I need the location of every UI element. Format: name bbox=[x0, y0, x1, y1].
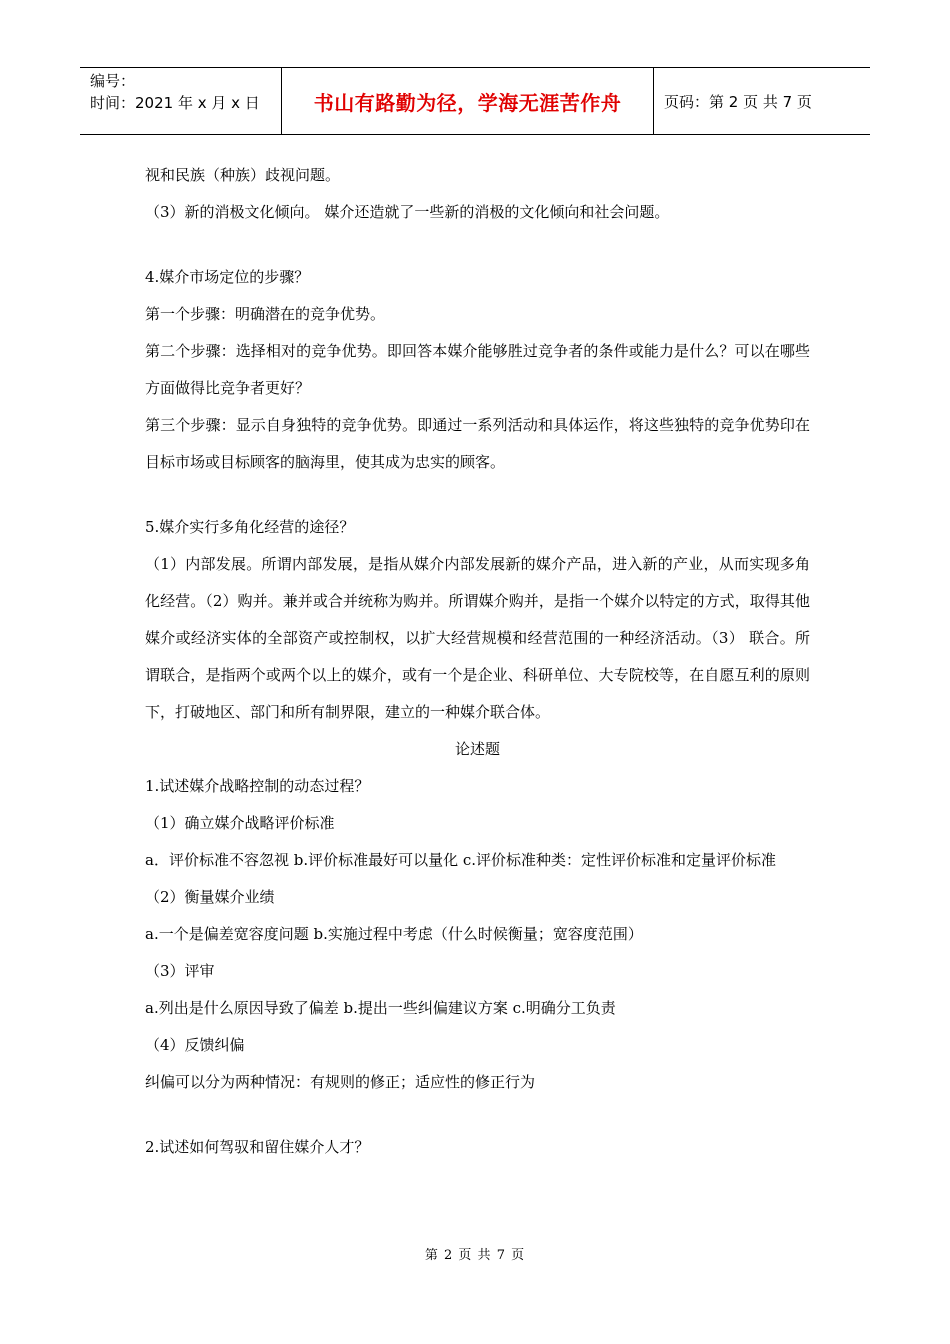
section-heading: 论述题 bbox=[454, 740, 500, 758]
question-title: 5.媒介实行多角化经营的途径？ bbox=[145, 518, 355, 536]
paragraph: a.一个是偏差宽容度问题 b.实施过程中考虑（什么时候衡量；宽容度范围） bbox=[145, 925, 643, 943]
header-motto-cell bbox=[282, 68, 654, 134]
paragraph: （1）内部发展。所谓内部发展，是指从媒介内部发展新的媒介产品，进入新的产业，从而实现多角化经营。（2）购并。兼并或合并统称为购并。所谓媒介购并，是指一个媒介以特定的方式，取得其他媒介或经济实体的全部资产或控制权，以扩大经营规模和经营范围的一种经济活动。（3） 联合。所谓联合，是指两个或两个以上的媒介，或有一个是企业、科研单位、大专院校等，在自愿互利的原则下，打破地区、部门和所有制界限，建立的一种媒介联合体。 bbox=[145, 555, 810, 721]
spacer bbox=[145, 1101, 810, 1129]
paragraph: 第二个步骤：选择相对的竞争优势。即回答本媒介能够胜过竞争者的条件或能力是什么？可以在哪些方面做得比竞争者更好？ bbox=[145, 342, 810, 397]
header-meta bbox=[80, 68, 282, 134]
paragraph: 第三个步骤：显示自身独特的竞争优势。即通过一系列活动和具体运作，将这些独特的竞争优势印在目标市场或目标顾客的脑海里，使其成为忠实的顾客。 bbox=[145, 416, 810, 471]
paragraph: （2）衡量媒介业绩 bbox=[145, 888, 275, 906]
spacer bbox=[145, 481, 810, 509]
question-title: 2.试述如何驾驭和留住媒介人才？ bbox=[145, 1138, 370, 1156]
date-line: 时间：2021 年 x 月 x 日 bbox=[90, 94, 260, 112]
header-page-info bbox=[654, 68, 870, 134]
spacer bbox=[145, 231, 810, 259]
paragraph: 第一个步骤：明确潜在的竞争优势。 bbox=[145, 305, 386, 323]
number-label: 编号： bbox=[90, 72, 136, 90]
paragraph: 视和民族（种族）歧视问题。 bbox=[145, 166, 341, 184]
page-info: 页码：第 2 页 共 7 页 bbox=[664, 92, 812, 111]
paragraph: （3）评审 bbox=[145, 962, 215, 980]
motto: 书山有路勤为径，学海无涯苦作舟 bbox=[313, 90, 622, 115]
question-title: 4.媒介市场定位的步骤？ bbox=[145, 268, 310, 286]
paragraph: （3）新的消极文化倾向。 媒介还造就了一些新的消极的文化倾向和社会问题。 bbox=[145, 203, 670, 221]
document-body bbox=[145, 157, 810, 1166]
question-title: 1.试述媒介战略控制的动态过程？ bbox=[145, 777, 370, 795]
paragraph: （4）反馈纠偏 bbox=[145, 1036, 245, 1054]
header-table bbox=[80, 67, 870, 135]
paragraph: a．评价标准不容忽视 b.评价标准最好可以量化 c.评价标准种类：定性评价标准和定量评价标准 bbox=[145, 851, 777, 869]
paragraph: a.列出是什么原因导致了偏差 b.提出一些纠偏建议方案 c.明确分工负责 bbox=[145, 999, 616, 1017]
paragraph: （1）确立媒介战略评价标准 bbox=[145, 814, 335, 832]
page-footer: 第 2 页 共 7 页 bbox=[424, 1248, 526, 1263]
paragraph: 纠偏可以分为两种情况：有规则的修正；适应性的修正行为 bbox=[145, 1073, 536, 1091]
